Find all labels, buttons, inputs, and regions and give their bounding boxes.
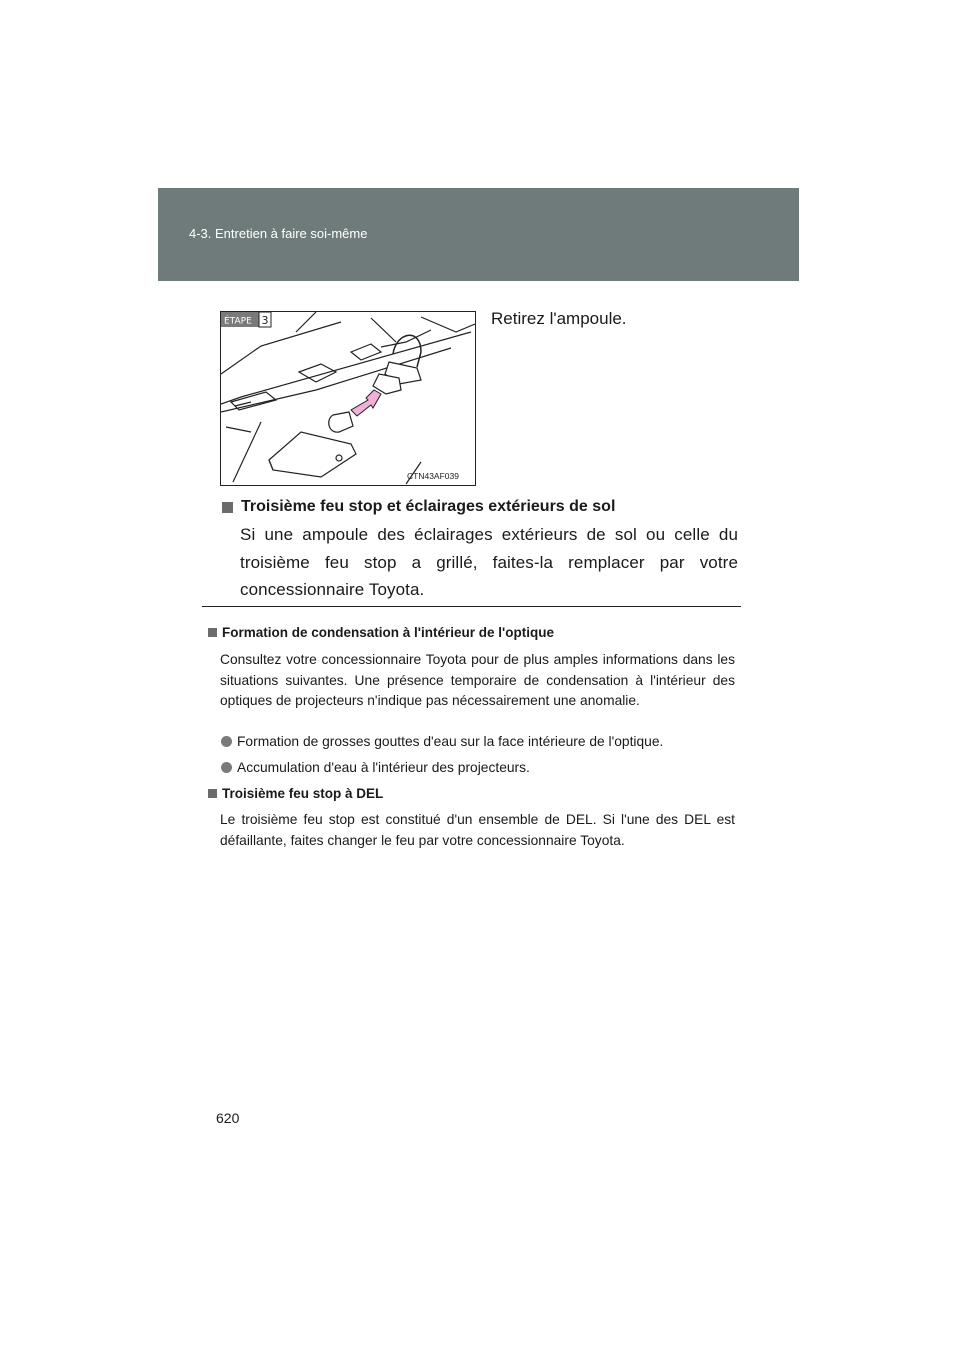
list-item-text: Formation de grosses gouttes d'eau sur la face intérieure de l'optique. <box>237 734 664 749</box>
bulb-removal-illustration <box>220 311 476 486</box>
section-title: 4-3. Entretien à faire soi-même <box>189 226 368 241</box>
step-number: 3 <box>261 314 269 327</box>
note-heading-condensation <box>208 625 554 640</box>
step-label: ÉTAPE <box>224 316 252 327</box>
list-item-text: Accumulation d'eau à l'intérieur des projecteurs. <box>237 760 530 775</box>
note-body-condensation: Consultez votre concessionnaire Toyota pour de plus amples informations dans les situations suivantes. Une présence temporaire de condensation à l'intérieur des optiques de projecteurs n'indique pas nécessairement une anomalie. <box>220 652 735 709</box>
note-heading-led <box>208 786 383 801</box>
bullet-dot-icon <box>221 762 232 773</box>
list-item <box>221 734 663 749</box>
square-bullet-icon <box>208 628 217 637</box>
note-body-led: Le troisième feu stop est constitué d'un ensemble de DEL. Si l'une des DEL est défaillante, faites changer le feu par votre concessionnaire Toyota. <box>220 812 735 848</box>
square-bullet-icon <box>208 789 217 798</box>
chapter-header-band <box>158 188 799 281</box>
list-item <box>221 760 530 775</box>
note-heading-text: Formation de condensation à l'intérieur de l'optique <box>222 625 554 640</box>
divider <box>202 606 741 607</box>
bullet-dot-icon <box>221 736 232 747</box>
section-body: Si une ampoule des éclairages extérieurs de sol ou celle du troisième feu stop a grillé, faites-la remplacer par votre concessionnaire Toyota. <box>240 525 738 599</box>
page-number: 620 <box>216 1110 240 1126</box>
step-instruction: Retirez l'ampoule. <box>491 309 627 328</box>
section-heading-text: Troisième feu stop et éclairages extérieurs de sol <box>241 498 616 515</box>
square-bullet-icon <box>222 502 233 513</box>
figure-code: CTN43AF039 <box>407 471 459 481</box>
section-heading <box>222 498 615 516</box>
note-heading-text: Troisième feu stop à DEL <box>222 786 384 801</box>
